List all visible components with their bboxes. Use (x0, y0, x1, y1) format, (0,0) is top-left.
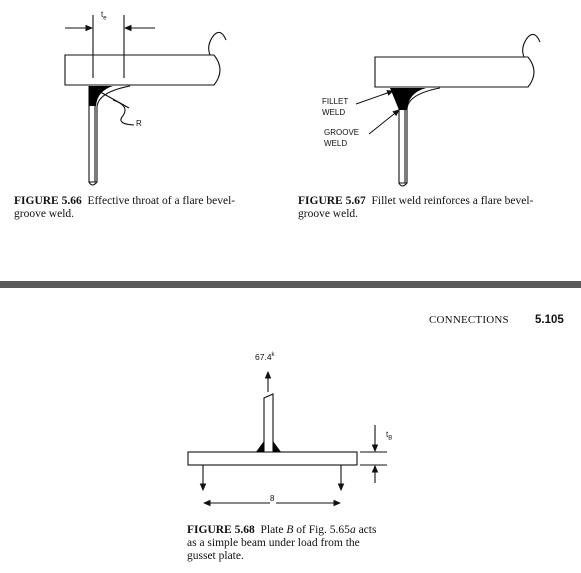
fig67-groove-label: GROOVE WELD (324, 128, 360, 148)
fig68-weld-right (273, 441, 281, 452)
running-head-title: CONNECTIONS (429, 314, 509, 326)
fig66-top-plate (65, 55, 220, 85)
fig67-fillet-label: FILLET WELD (322, 97, 349, 117)
fig68-gusset (264, 394, 273, 452)
fig67-vertical-plate (399, 88, 440, 183)
fig67-weld (390, 88, 426, 110)
fig68-weld-left (256, 441, 264, 452)
fig68-plate-b (188, 452, 357, 465)
fig67-caption: FIGURE 5.67 Fillet weld reinforces a flare bevel- groove weld. (298, 195, 534, 220)
page-divider (0, 281, 581, 288)
fig66-weld (89, 86, 113, 106)
fig66-caption: FIGURE 5.66 Effective throat of a flare bevel- groove weld. (14, 195, 236, 220)
fig67-number: FIGURE 5.67 (298, 195, 366, 207)
fig67-top-plate (375, 57, 534, 87)
fig68-tb-label: $t_B$ (386, 430, 393, 442)
fig66-radius-label: R (136, 119, 142, 128)
fig66-vertical-plate (89, 86, 130, 182)
page-number: 5.105 (535, 314, 564, 326)
fig66-te-label: $t_e$ (101, 10, 107, 22)
fig68-load-label: 67.4$^k$ (255, 352, 275, 362)
fig68-caption: FIGURE 5.68 Plate B of Fig. 5.65a acts as a simple beam under load from the gusset plate. (187, 524, 377, 562)
fig66-number: FIGURE 5.66 (14, 195, 82, 207)
fig68-span-label: 8 (270, 494, 275, 503)
fig68-number: FIGURE 5.68 (187, 524, 255, 536)
